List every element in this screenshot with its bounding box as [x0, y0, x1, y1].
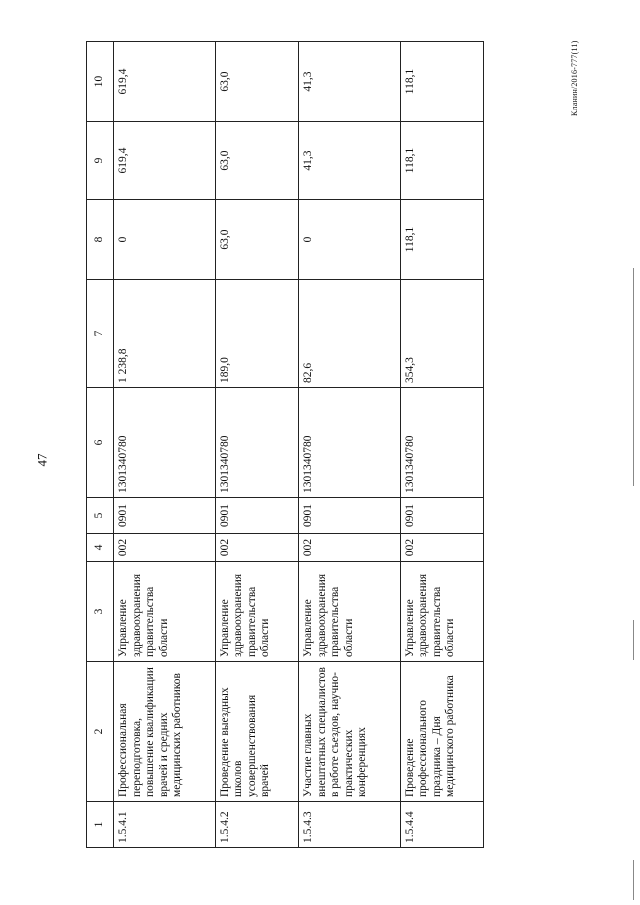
activity-name: Проведение профессионального праздника – Дня медицинского работника: [400, 662, 483, 802]
section-code: 0901: [400, 498, 483, 534]
header-cell: 5: [87, 498, 114, 534]
year-amount: 41,3: [298, 42, 400, 122]
page-number: 47: [34, 453, 50, 467]
margin-line: [633, 860, 634, 900]
section-code: 0901: [298, 498, 400, 534]
code-cell: 002: [298, 534, 400, 562]
year-amount: 118,1: [400, 42, 483, 122]
target-article: 1301340780: [298, 388, 400, 498]
header-cell: 10: [87, 42, 114, 122]
responsible-body: Управление здравоохранения правительства области: [215, 562, 298, 662]
year-amount: 63,0: [215, 200, 298, 280]
target-article: 1301340780: [114, 388, 216, 498]
year-amount: 41,3: [298, 122, 400, 200]
responsible-body: Управление здравоохранения правительства области: [400, 562, 483, 662]
row-number: 1.5.4.2: [215, 802, 298, 848]
year-amount: 0: [298, 200, 400, 280]
responsible-body: Управление здравоохранения правительства области: [298, 562, 400, 662]
year-amount: 63,0: [215, 42, 298, 122]
activity-name: Участие главных внештатных специалистов в работе съездов, научно-практических конференциях: [298, 662, 400, 802]
responsible-body: Управление здравоохранения правительства области: [114, 562, 216, 662]
header-row: [87, 42, 114, 848]
code-cell: 002: [215, 534, 298, 562]
rotated-table-container: [86, 42, 484, 848]
header-cell: 1: [87, 802, 114, 848]
margin-line: [633, 268, 634, 486]
header-cell: 9: [87, 122, 114, 200]
activity-name: Проведение выездных школов усовершенствования врачей: [215, 662, 298, 802]
activity-name: Профессиональная переподготовка, повышение квалификации врачей и средних медицинских работников: [114, 662, 216, 802]
header-cell: 3: [87, 562, 114, 662]
header-cell: 2: [87, 662, 114, 802]
header-cell: 8: [87, 200, 114, 280]
section-code: 0901: [215, 498, 298, 534]
header-cell: 4: [87, 534, 114, 562]
year-amount: 619,4: [114, 122, 216, 200]
total-amount: 1 238,8: [114, 280, 216, 388]
year-amount: 63,0: [215, 122, 298, 200]
table-row: [215, 42, 298, 848]
year-amount: 0: [114, 200, 216, 280]
total-amount: 189,0: [215, 280, 298, 388]
header-cell: 7: [87, 280, 114, 388]
target-article: 1301340780: [215, 388, 298, 498]
row-number: 1.5.4.1: [114, 802, 216, 848]
table-row: [114, 42, 216, 848]
code-cell: 002: [114, 534, 216, 562]
table-row: [400, 42, 483, 848]
row-number: 1.5.4.3: [298, 802, 400, 848]
year-amount: 118,1: [400, 122, 483, 200]
row-number: 1.5.4.4: [400, 802, 483, 848]
section-code: 0901: [114, 498, 216, 534]
table-row: [298, 42, 400, 848]
document-code: Кланин/2016-777(11): [570, 40, 579, 116]
target-article: 1301340780: [400, 388, 483, 498]
header-cell: 6: [87, 388, 114, 498]
year-amount: 619,4: [114, 42, 216, 122]
budget-table: [86, 41, 484, 848]
total-amount: 354,3: [400, 280, 483, 388]
margin-line: [633, 620, 634, 660]
year-amount: 118,1: [400, 200, 483, 280]
total-amount: 82,6: [298, 280, 400, 388]
code-cell: 002: [400, 534, 483, 562]
